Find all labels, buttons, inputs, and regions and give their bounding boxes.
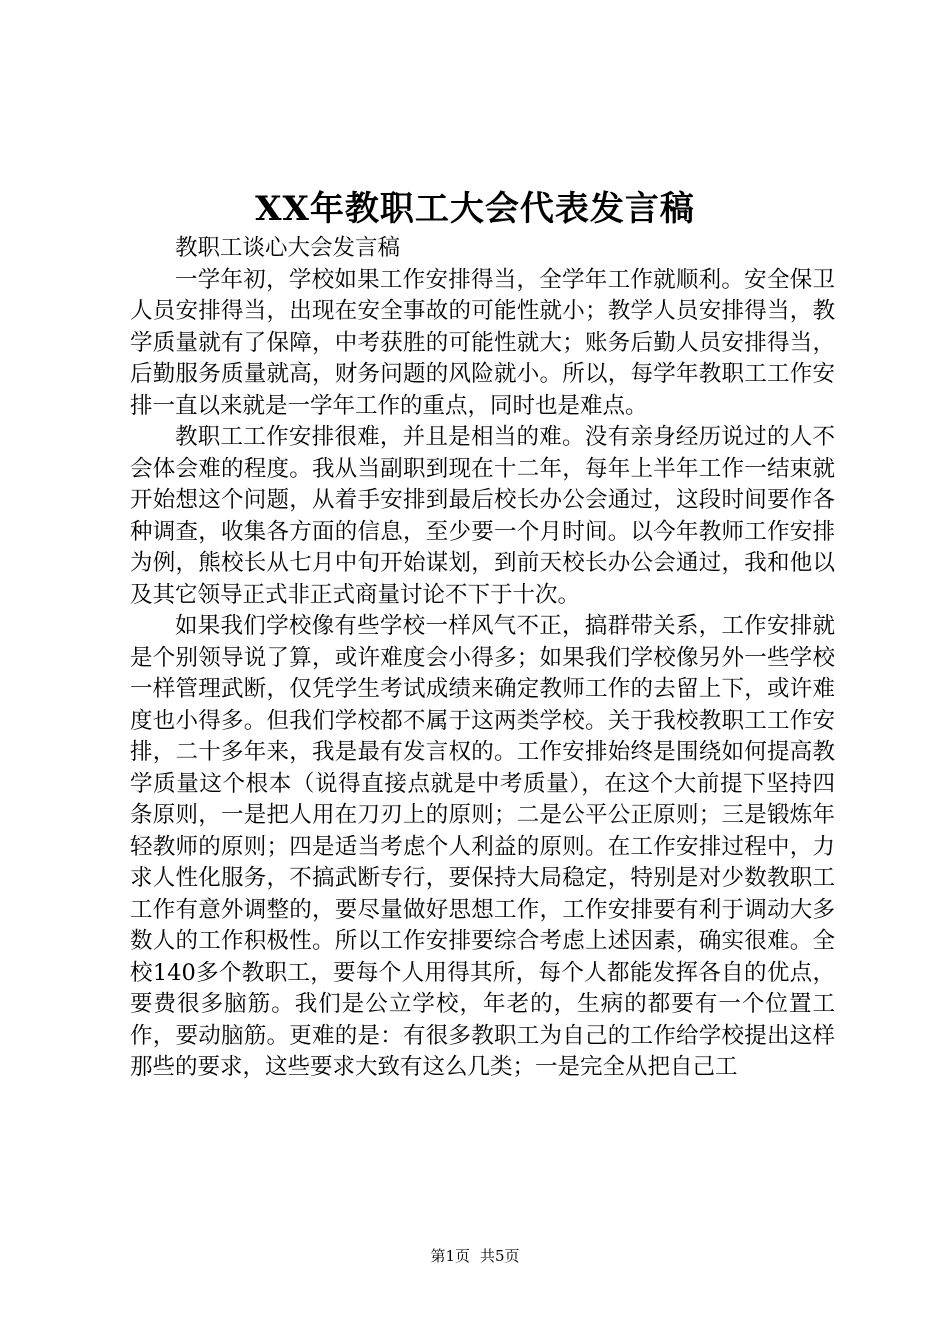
body-paragraph: 如果我们学校像有些学校一样风气不正，搞群带关系，工作安排就是个别领导说了算，或许难度会小得多；如果我们学校像另外一些学校一样管理武断，仅凭学生考试成绩来确定教师工作的去留上下，或许难度也小得多。但我们学校都不属于这两类学校。关于我校教职工工作安排，二十多年来，我是最有发言权的。工作安排始终是围绕如何提高教学质量这个根本（说得直接点就是中考质量），在这个大前提下坚持四条原则，一是把人用在刀刃上的原则；二是公平公正原则；三是锻炼年轻教师的原则；四是适当考虑个人利益的原则。在工作安排过程中，力求人性化服务，不搞武断专行，要保持大局稳定，特别是对少数教职工工作有意外调整的，要尽量做好思想工作，工作安排要有利于调动大多数人的工作积极性。所以工作安排要综合考虑上述因素，确实很难。全校140多个教职工，要每个人用得其所，每个人都能发挥各自的优点，要费很多脑筋。我们是公立学校，年老的，生病的都要有一个位置工作，要动脑筋。更难的是：有很多教职工为自己的工作给学校提出这样那些的要求，这些要求大致有这么几类；一是完全从把自己工 (130, 613, 835, 1080)
page-number: 第1页 (430, 1247, 470, 1265)
body-paragraph: 教职工工作安排很难，并且是相当的难。没有亲身经历说过的人不会体会难的程度。我从当副职到现在十二年，每年上半年工作一结束就开始想这个问题，从着手安排到最后校长办公会通过，这段时间要作各种调查，收集各方面的信息，至少要一个月时间。以今年教师工作安排为例，熊校长从七月中旬开始谋划，到前天校长办公会通过，我和他以及其它领导正式非正式商量讨论不下于十次。 (130, 424, 835, 608)
body-paragraph: 一学年初，学校如果工作安排得当，全学年工作就顺利。安全保卫人员安排得当，出现在安全事故的可能性就小；教学人员安排得当，教学质量就有了保障，中考获胜的可能性就大；账务后勤人员安排得当，后勤服务质量就高，财务问题的风险就小。所以，每学年教职工工作安排一直以来就是一学年工作的重点，同时也是难点。 (130, 266, 835, 419)
page-footer (0, 1244, 950, 1268)
page-total: 共5页 (480, 1247, 520, 1265)
subtitle-paragraph: 教职工谈心大会发言稿 (175, 235, 401, 261)
document-title: XX年教职工大会代表发言稿 (255, 189, 695, 229)
document-body (130, 233, 835, 1084)
